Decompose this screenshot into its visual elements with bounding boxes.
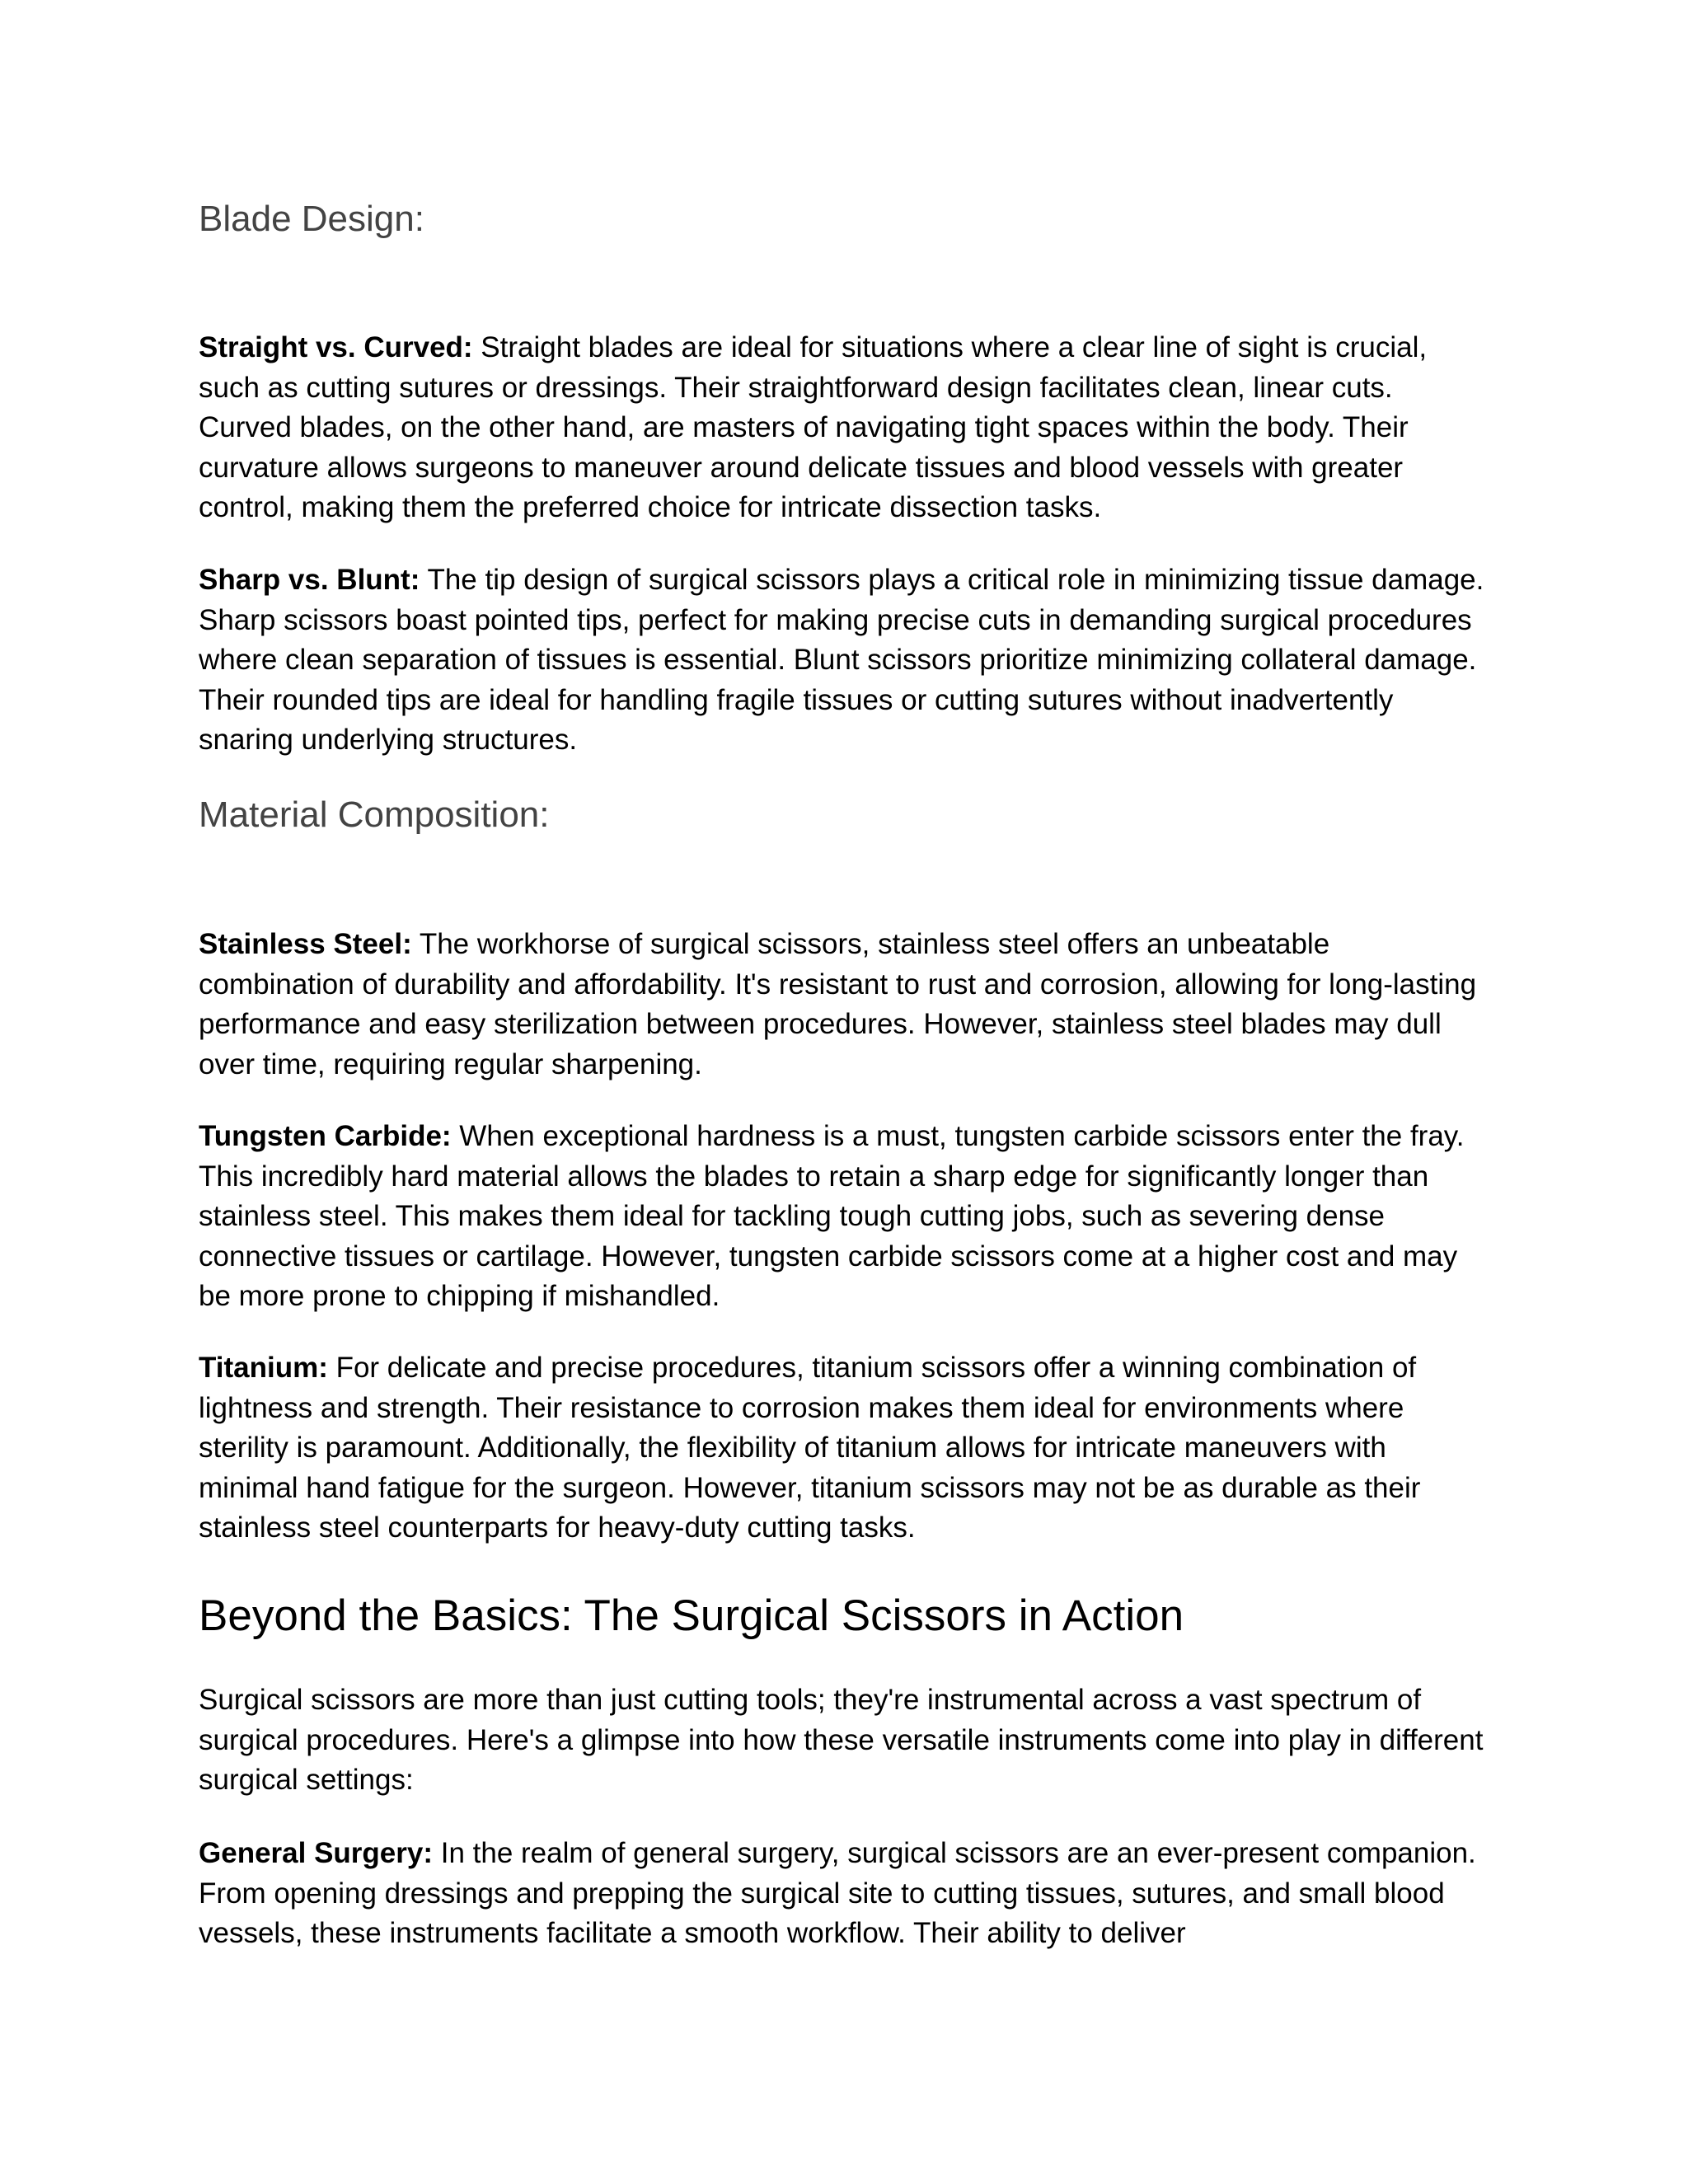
- paragraph-term: Titanium:: [199, 1352, 328, 1384]
- general-surgery-paragraph: [199, 1834, 1493, 1954]
- sharp-vs-blunt-paragraph: [199, 560, 1493, 761]
- paragraph-term: Stainless Steel:: [199, 928, 412, 960]
- paragraph-term: General Surgery:: [199, 1837, 433, 1869]
- paragraph-text: In the realm of general surgery, surgical scissors are an ever-present companion. From opening dressings and prepping the surgical site to cutting tissues, sutures, and small blood vessels, these instruments facilitate a smooth workflow. Their ability to deliver: [199, 1837, 1476, 1950]
- paragraph-text: The tip design of surgical scissors plays a critical role in minimizing tissue damage. Sharp scissors boast pointed tips, perfect for making precise cuts in demanding surgical procedures where clean separation of tissues is essential. Blunt scissors prioritize minimizing collateral damage. Their rounded tips are ideal for handling fragile tissues or cutting sutures without inadvertently snaring underlying structures.: [199, 564, 1484, 757]
- tungsten-carbide-paragraph: [199, 1117, 1493, 1317]
- beyond-basics-intro-paragraph: Surgical scissors are more than just cutting tools; they're instrumental across a vast spectrum of surgical procedures. Here's a glimpse into how these versatile instruments come into play in different surgical settings:: [199, 1684, 1484, 1797]
- paragraph-text: Straight blades are ideal for situations where a clear line of sight is crucial, such as cutting sutures or dressings. Their straightforward design facilitates clean, linear cuts. Curved blades, on the other hand, are masters of navigating tight spaces within the body. Their curvature allows surgeons to maneuver around delicate tissues and blood vessels with greater control, making them the preferred choice for intricate dissection tasks.: [199, 331, 1428, 524]
- material-composition-heading: Material Composition:: [199, 794, 550, 835]
- paragraph-term: Tungsten Carbide:: [199, 1120, 452, 1152]
- blade-design-heading: Blade Design:: [199, 199, 424, 239]
- titanium-paragraph: [199, 1348, 1493, 1549]
- paragraph-text: When exceptional hardness is a must, tungsten carbide scissors enter the fray. This incredibly hard material allows the blades to retain a sharp edge for significantly longer than stainless steel. This makes them ideal for tackling tough cutting jobs, such as severing dense connective tissues or cartilage. However, tungsten carbide scissors come at a higher cost and may be more prone to chipping if mishandled.: [199, 1120, 1465, 1313]
- beyond-basics-heading: Beyond the Basics: The Surgical Scissors in Action: [199, 1591, 1184, 1640]
- straight-vs-curved-paragraph: [199, 328, 1493, 528]
- paragraph-term: Straight vs. Curved:: [199, 331, 473, 363]
- paragraph-text: For delicate and precise procedures, titanium scissors offer a winning combination of lightness and strength. Their resistance to corrosion makes them ideal for environments where sterility is paramount. Additionally, the flexibility of titanium allows for intricate maneuvers with minimal hand fatigue for the surgeon. However, titanium scissors may not be as durable as their stainless steel counterparts for heavy-duty cutting tasks.: [199, 1352, 1421, 1544]
- stainless-steel-paragraph: [199, 925, 1493, 1085]
- paragraph-term: Sharp vs. Blunt:: [199, 564, 420, 596]
- paragraph-text: The workhorse of surgical scissors, stainless steel offers an unbeatable combination of durability and affordability. It's resistant to rust and corrosion, allowing for long-lasting performance and easy sterilization between procedures. However, stainless steel blades may dull over time, requiring regular sharpening.: [199, 928, 1477, 1080]
